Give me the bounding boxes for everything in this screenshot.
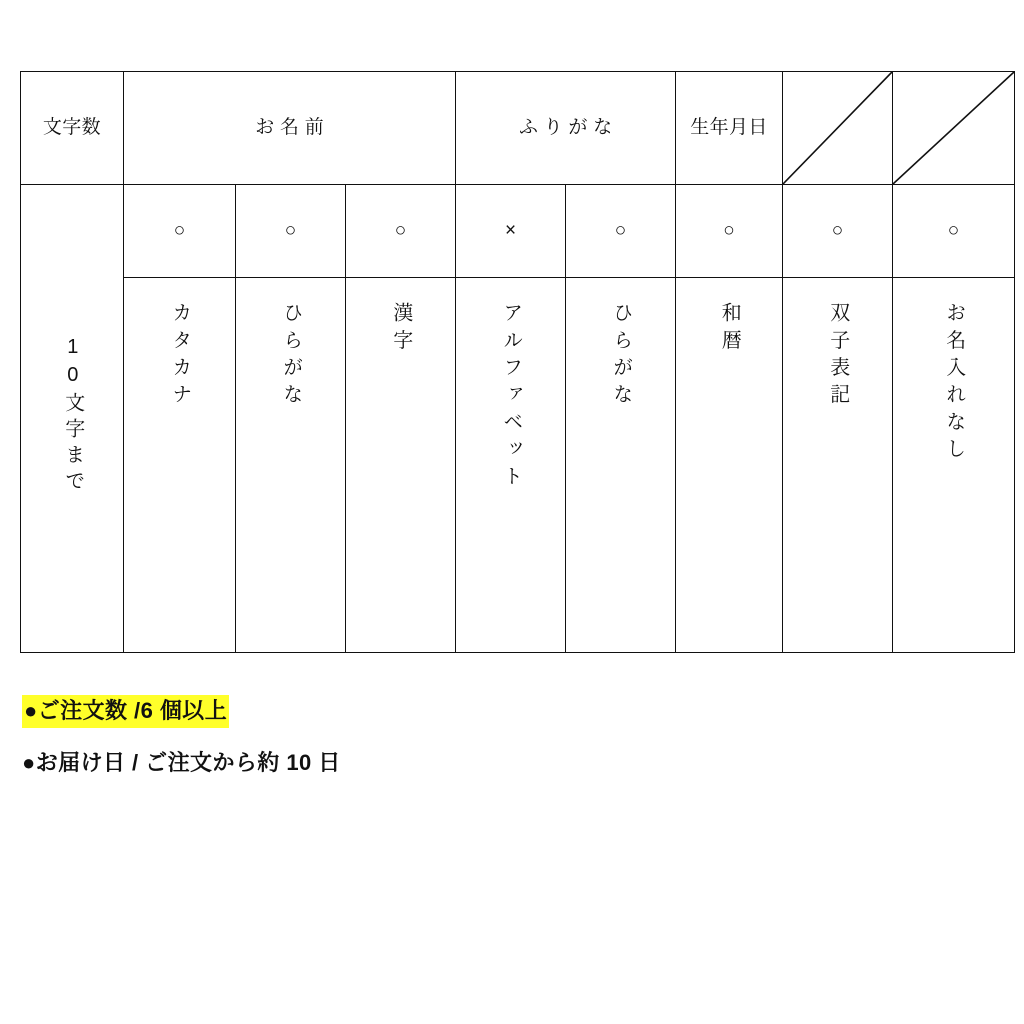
cell-label-katakana	[124, 278, 236, 653]
mark-twins: ○	[783, 185, 893, 278]
notes-section	[22, 700, 982, 804]
label-wareki: 和暦	[718, 302, 741, 357]
cell-label-wareki	[676, 278, 783, 653]
cell-label-kanji	[346, 278, 456, 653]
mark-no-name: ○	[893, 185, 1015, 278]
label-twins: 双子表記	[826, 302, 849, 411]
header-furigana: ふりがな	[456, 72, 676, 185]
table-header-row	[21, 72, 1015, 185]
cell-label-twins	[783, 278, 893, 653]
bullet-icon: ●	[24, 698, 38, 723]
spec-table-container	[20, 71, 1020, 653]
label-hiragana-furigana: ひらがな	[609, 302, 632, 411]
note-delivery	[22, 752, 982, 774]
header-diagonal-2	[893, 72, 1015, 185]
label-no-name: お名入れなし	[942, 302, 965, 466]
note-order-quantity-text: ご注文数 /6 個以上	[37, 698, 228, 723]
char-count-text: 10文字まで	[61, 336, 84, 497]
header-birthdate: 生年月日	[676, 72, 783, 185]
mark-hiragana-name: ○	[236, 185, 346, 278]
cell-char-count-value	[21, 185, 124, 653]
cell-label-alphabet	[456, 278, 566, 653]
label-katakana: カタカナ	[168, 302, 191, 411]
label-alphabet: アルファベット	[499, 302, 522, 493]
spec-table	[20, 71, 1015, 653]
mark-hiragana-furigana: ○	[566, 185, 676, 278]
cell-label-hiragana-name	[236, 278, 346, 653]
label-kanji: 漢字	[389, 302, 412, 357]
label-hiragana-name: ひらがな	[279, 302, 302, 411]
mark-kanji: ○	[346, 185, 456, 278]
mark-wareki: ○	[676, 185, 783, 278]
mark-katakana: ○	[124, 185, 236, 278]
cell-label-no-name	[893, 278, 1015, 653]
mark-alphabet: ×	[456, 185, 566, 278]
bullet-icon: ●	[22, 750, 36, 775]
header-char-count: 文字数	[21, 72, 124, 185]
header-diagonal-1	[783, 72, 893, 185]
header-name: お名前	[124, 72, 456, 185]
cell-label-hiragana-furigana	[566, 278, 676, 653]
table-label-row	[21, 278, 1015, 653]
note-order-quantity	[22, 700, 982, 722]
note-delivery-text: お届け日 / ご注文から約 10 日	[35, 750, 341, 775]
table-mark-row	[21, 185, 1015, 278]
